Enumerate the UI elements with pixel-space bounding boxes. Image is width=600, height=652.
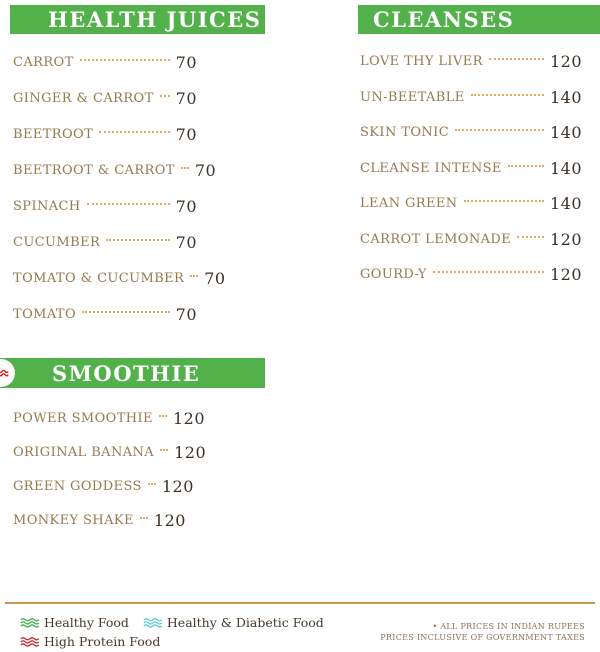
footer-divider xyxy=(5,602,595,604)
legend-item-healthy-diabetic-food xyxy=(143,615,324,630)
item-name: BEETROOT & CARROT xyxy=(13,162,175,178)
menu-item xyxy=(13,260,226,296)
item-price: 120 xyxy=(549,265,582,285)
menu-item xyxy=(360,115,582,151)
dotted-leader xyxy=(99,130,169,133)
dotted-leader xyxy=(489,57,544,60)
menu-item xyxy=(13,435,207,469)
item-name: CUCUMBER xyxy=(13,234,101,250)
dotted-leader xyxy=(508,164,544,167)
item-price: 70 xyxy=(175,124,197,144)
high-protein-squiggle-icon xyxy=(20,636,40,648)
item-price: 140 xyxy=(549,123,582,143)
smoothie-badge xyxy=(0,359,15,387)
item-price: 140 xyxy=(549,194,582,214)
dotted-leader xyxy=(181,166,189,169)
legend-item-healthy-food xyxy=(20,615,129,630)
section-title-smoothie: SMOOTHIE xyxy=(52,360,201,386)
dotted-leader xyxy=(471,93,544,96)
item-price: 120 xyxy=(549,229,582,249)
item-name: LEAN GREEN xyxy=(360,196,458,212)
menu-item xyxy=(13,503,186,537)
section-header-health-juices xyxy=(10,5,265,34)
item-name: GREEN GODDESS xyxy=(13,478,142,494)
dotted-leader xyxy=(455,128,544,131)
section-header-smoothie xyxy=(0,358,265,388)
item-name: CLEANSE INTENSE xyxy=(360,160,502,176)
item-name: CARROT LEMONADE xyxy=(360,231,512,247)
item-name: SKIN TONIC xyxy=(360,125,450,141)
item-price: 120 xyxy=(153,510,186,530)
menu-item xyxy=(360,80,582,116)
diabetic-food-squiggle-icon xyxy=(143,617,163,629)
menu-item xyxy=(13,44,197,80)
item-price: 70 xyxy=(175,52,197,72)
item-price: 120 xyxy=(161,476,194,496)
section-title-health-juices: HEALTH JUICES xyxy=(48,7,262,32)
menu-item xyxy=(13,152,217,188)
item-name: ORIGINAL BANANA xyxy=(13,444,155,460)
dotted-leader xyxy=(140,516,148,519)
item-name: GINGER & CARROT xyxy=(13,90,154,106)
item-name: UN-BEETABLE xyxy=(360,89,465,105)
item-price: 140 xyxy=(549,87,582,107)
note-taxes: PRICES INCLUSIVE OF GOVERNMENT TAXES xyxy=(380,633,585,642)
item-price: 70 xyxy=(175,232,197,252)
dotted-leader xyxy=(160,94,170,97)
dotted-leader xyxy=(106,238,169,241)
item-name: TOMATO xyxy=(13,306,77,322)
menu-item xyxy=(13,224,197,260)
item-price: 70 xyxy=(194,160,217,180)
health-juices-list xyxy=(13,44,226,332)
legend-label: Healthy & Diabetic Food xyxy=(166,615,324,630)
dotted-leader xyxy=(190,274,198,277)
section-header-cleanses xyxy=(358,5,600,34)
item-name: BEETROOT xyxy=(13,126,94,142)
item-name: POWER SMOOTHIE xyxy=(13,410,153,426)
dotted-leader xyxy=(160,448,168,451)
item-price: 140 xyxy=(549,158,582,178)
menu-item xyxy=(13,296,197,332)
cleanses-list xyxy=(360,44,582,293)
healthy-food-squiggle-icon xyxy=(20,617,40,629)
dotted-leader xyxy=(80,58,170,61)
dotted-leader xyxy=(82,310,170,313)
note-rupees: • ALL PRICES IN INDIAN RUPEES xyxy=(432,622,585,631)
legend-label: Healthy Food xyxy=(44,615,129,630)
dotted-leader xyxy=(148,482,156,485)
menu-item xyxy=(13,469,194,503)
dotted-leader xyxy=(87,202,170,205)
smoothie-list xyxy=(13,401,207,537)
menu-item xyxy=(13,401,205,435)
menu-item xyxy=(360,222,582,258)
item-name: CARROT xyxy=(13,54,74,70)
menu-item xyxy=(360,151,582,187)
menu-item xyxy=(360,44,582,80)
high-protein-squiggle-icon xyxy=(0,368,9,378)
item-name: SPINACH xyxy=(13,198,81,214)
menu-item xyxy=(360,257,582,293)
menu-item xyxy=(13,80,197,116)
menu-item xyxy=(13,188,197,224)
item-price: 70 xyxy=(175,304,197,324)
section-title-cleanses: CLEANSES xyxy=(373,7,515,32)
menu-item xyxy=(13,116,197,152)
dotted-leader xyxy=(159,414,167,417)
dotted-leader xyxy=(433,270,544,273)
item-price: 70 xyxy=(175,196,197,216)
item-name: LOVE THY LIVER xyxy=(360,54,483,70)
item-price: 120 xyxy=(549,52,582,72)
menu-item xyxy=(360,186,582,222)
dotted-leader xyxy=(517,235,544,238)
legend xyxy=(20,613,324,651)
price-notes xyxy=(380,621,585,643)
item-price: 120 xyxy=(172,408,205,428)
legend-item-high-protein-food xyxy=(20,634,160,649)
legend-label: High Protein Food xyxy=(44,634,161,649)
dotted-leader xyxy=(464,199,544,202)
item-name: GOURD-Y xyxy=(360,267,427,283)
item-price: 70 xyxy=(175,88,197,108)
item-name: TOMATO & CUCUMBER xyxy=(13,270,185,286)
item-price: 70 xyxy=(204,268,226,288)
item-name: MONKEY SHAKE xyxy=(13,512,134,528)
item-price: 120 xyxy=(174,442,207,462)
